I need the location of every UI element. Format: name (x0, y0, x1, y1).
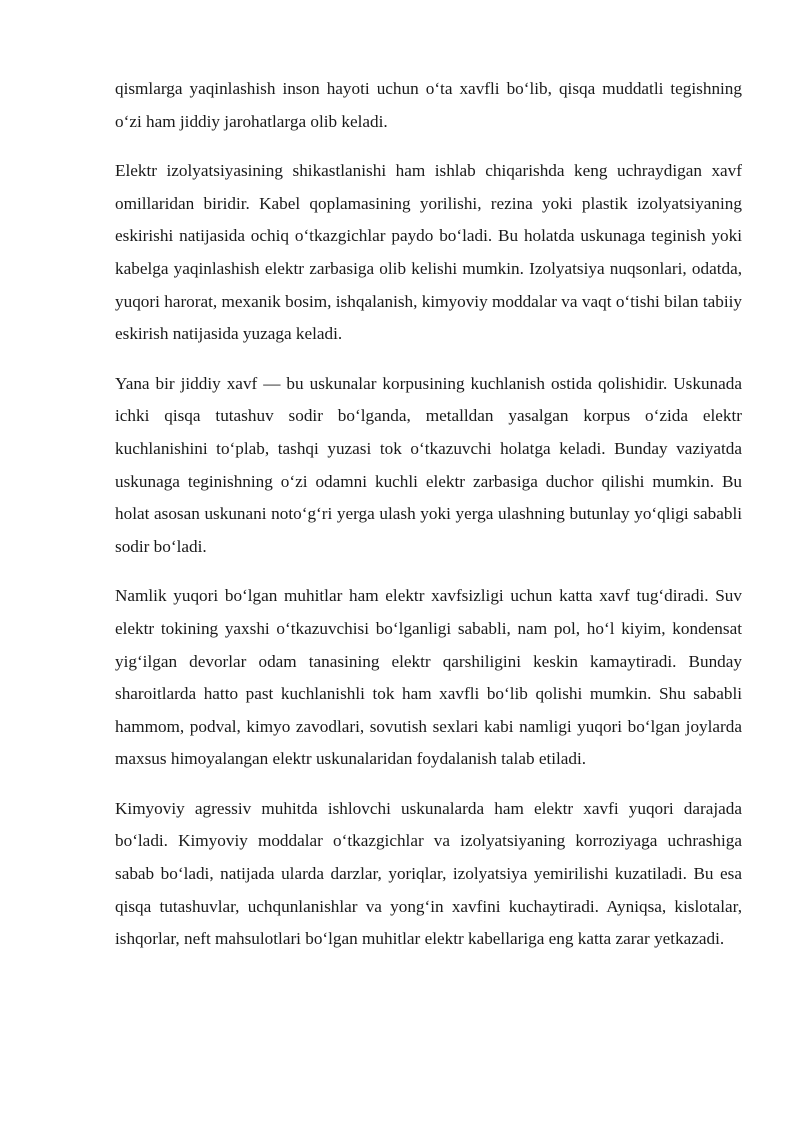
paragraph-2: Elektr izolyatsiyasining shikastlanishi ham ishlab chiqarishda keng uchraydigan xavf omillaridan biridir. Kabel qoplamasining yorilishi, rezina yoki plastik izolyatsiyaning eskirishi natijasida ochiq o‘tkazgichlar paydo bo‘ladi. Bu holatda uskunaga teginish yoki kabelga yaqinlashish elektr zarbasiga olib kelishi mumkin. Izolyatsiya nuqsonlari, odatda, yuqori harorat, mexanik bosim, ishqalanish, kimyoviy moddalar va vaqt o‘tishi bilan tabiiy eskirish natijasida yuzaga keladi. (115, 161, 742, 344)
paragraph-1: qismlarga yaqinlashish inson hayoti uchun o‘ta xavfli bo‘lib, qisqa muddatli tegishning o‘zi ham jiddiy jarohatlarga olib keladi. (115, 79, 742, 131)
document-body (115, 73, 742, 973)
paragraph-3: Yana bir jiddiy xavf — bu uskunalar korpusining kuchlanish ostida qolishidir. Uskunada ichki qisqa tutashuv sodir bo‘lganda, metalldan yasalgan korpus o‘zida elektr kuchlanishini to‘plab, tashqi yuzasi tok o‘tkazuvchi holatga keladi. Bunday vaziyatda uskunaga teginishning o‘zi odamni kuchli elektr zarbasiga duchor qilishi mumkin. Bu holat asosan uskunani noto‘g‘ri yerga ulash yoki yerga ulashning butunlay yo‘qligi sababli sodir bo‘ladi. (115, 373, 742, 556)
paragraph-4: Namlik yuqori bo‘lgan muhitlar ham elektr xavfsizligi uchun katta xavf tug‘diradi. Suv elektr tokining yaxshi o‘tkazuvchisi bo‘lganligi sababli, nam pol, ho‘l kiyim, kondensat yig‘ilgan devorlar odam tanasining elektr qarshiligini keskin kamaytiradi. Bunday sharoitlarda hatto past kuchlanishli tok ham xavfli bo‘lib qolishi mumkin. Shu sababli hammom, podval, kimyo zavodlari, sovutish sexlari kabi namligi yuqori bo‘lgan joylarda maxsus himoyalangan elektr uskunalaridan foydalanish talab etiladi. (115, 586, 742, 769)
paragraph-5: Kimyoviy agressiv muhitda ishlovchi uskunalarda ham elektr xavfi yuqori darajada bo‘ladi. Kimyoviy moddalar o‘tkazgichlar va izolyatsiyaning korroziyaga uchrashiga sabab bo‘ladi, natijada ularda darzlar, yoriqlar, izolyatsiya yemirilishi kuzatiladi. Bu esa qisqa tutashuvlar, uchqunlanishlar va yong‘in xavfini kuchaytiradi. Ayniqsa, kislotalar, ishqorlar, neft mahsulotlari bo‘lgan muhitlar elektr kabellariga eng katta zarar yetkazadi. (115, 798, 742, 949)
